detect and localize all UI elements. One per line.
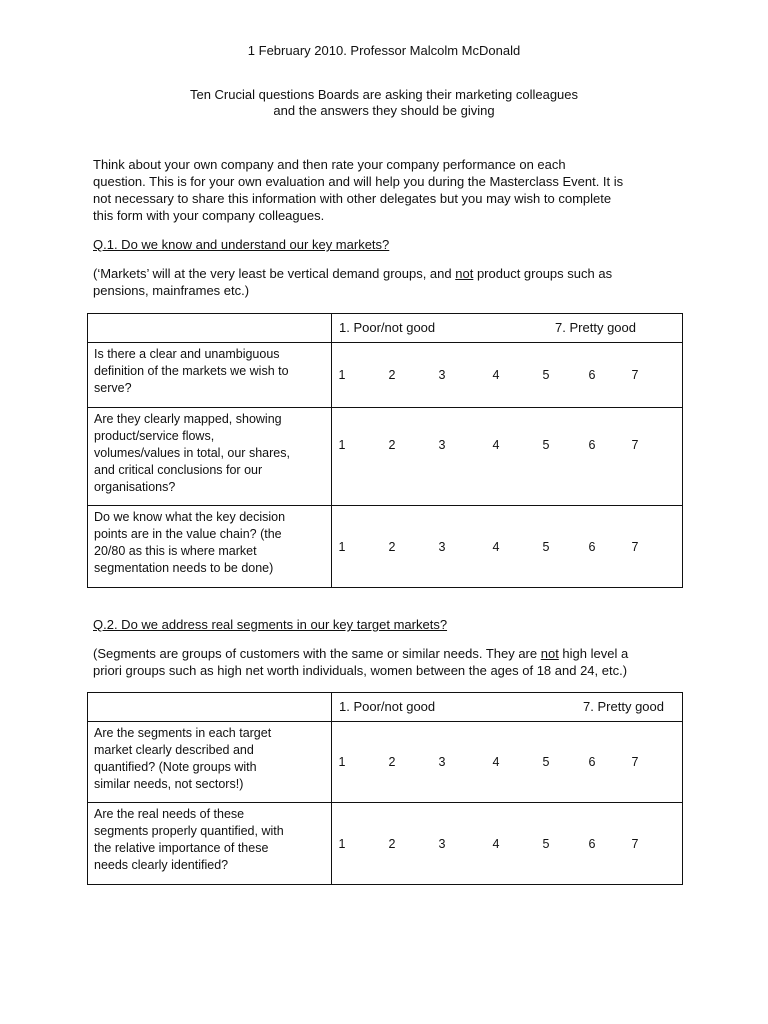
table-row <box>88 803 683 885</box>
rating-option-5[interactable]: 5 <box>542 438 550 452</box>
rating-option-7[interactable]: 7 <box>631 438 639 452</box>
q1-note-emphasis: not <box>455 266 474 281</box>
q2-note-text: (Segments are groups of customers with the same or similar needs. They are <box>93 646 541 661</box>
rating-option-6[interactable]: 6 <box>588 539 596 554</box>
rating-option-4[interactable]: 4 <box>492 836 500 851</box>
q2-note-text: high level a <box>558 646 629 661</box>
rating-option-7[interactable]: 7 <box>631 368 639 382</box>
question-text: serve? <box>94 381 132 395</box>
rating-option-5[interactable]: 5 <box>542 539 550 554</box>
rating-option-5[interactable]: 5 <box>542 836 550 851</box>
rating-option-4[interactable]: 4 <box>492 539 500 554</box>
table-header-row <box>88 314 683 343</box>
rating-option-6[interactable]: 6 <box>588 755 596 769</box>
header-empty-cell <box>88 314 332 343</box>
question-text: Is there a clear and unambiguous <box>94 347 280 361</box>
question-cell <box>88 722 332 803</box>
q1-note-text: (‘Markets’ will at the very least be vertical demand groups, and <box>93 266 456 281</box>
q2-title: Q.2. Do we address real segments in our key target markets? <box>93 617 448 632</box>
question-text: 20/80 as this is where market <box>94 544 257 558</box>
rating-option-3[interactable]: 3 <box>438 539 446 554</box>
question-text: points are in the value chain? (the <box>94 527 282 541</box>
question-text: Are the real needs of these <box>94 807 245 821</box>
question-text: Are they clearly mapped, showing <box>94 412 282 426</box>
question-text: similar needs, not sectors!) <box>94 777 244 791</box>
rating-option-6[interactable]: 6 <box>588 836 596 851</box>
rating-option-4[interactable]: 4 <box>492 368 500 382</box>
rating-option-7[interactable]: 7 <box>631 539 639 554</box>
intro-line: Think about your own company and then rate your company performance on each <box>93 157 566 172</box>
question-text: definition of the markets we wish to <box>94 364 289 378</box>
rating-option-2[interactable]: 2 <box>388 755 396 769</box>
rating-cell <box>332 343 683 408</box>
rating-option-2[interactable]: 2 <box>388 539 396 554</box>
rating-option-3[interactable]: 3 <box>438 438 446 452</box>
rating-option-1[interactable]: 1 <box>338 368 346 382</box>
question-cell <box>88 343 332 408</box>
rating-option-1[interactable]: 1 <box>338 836 346 851</box>
scale-low-label: 1. Poor/not good <box>339 699 436 714</box>
rating-option-4[interactable]: 4 <box>492 755 500 769</box>
question-text: market clearly described and <box>94 743 254 757</box>
rating-cell <box>332 506 683 588</box>
q2-rating-table <box>87 692 683 885</box>
rating-option-2[interactable]: 2 <box>388 438 396 452</box>
question-text: segmentation needs to be done) <box>94 561 274 575</box>
question-cell <box>88 408 332 506</box>
table-row <box>88 408 683 506</box>
q1-note-line-1 <box>93 265 693 282</box>
q1-note <box>93 265 693 299</box>
table-row <box>88 506 683 588</box>
question-text: quantified? (Note groups with <box>94 760 257 774</box>
scale-low-label: 1. Poor/not good <box>339 320 436 335</box>
q2-note <box>93 645 693 679</box>
rating-option-6[interactable]: 6 <box>588 438 596 452</box>
rating-option-5[interactable]: 5 <box>542 755 550 769</box>
table-row <box>88 722 683 803</box>
question-text: Are the segments in each target <box>94 726 272 740</box>
rating-option-1[interactable]: 1 <box>338 438 346 452</box>
header-empty-cell <box>88 693 332 722</box>
scale-high-label: 7. Pretty good <box>583 699 664 714</box>
rating-option-1[interactable]: 1 <box>338 539 346 554</box>
rating-cell <box>332 722 683 803</box>
rating-cell <box>332 803 683 885</box>
q2-note-line-2: priori groups such as high net worth individuals, women between the ages of 18 and 24, etc.) <box>93 663 628 678</box>
rating-option-3[interactable]: 3 <box>438 755 446 769</box>
document-title-line-1: Ten Crucial questions Boards are asking their marketing colleagues <box>189 87 579 102</box>
q1-note-line-2: pensions, mainframes etc.) <box>93 283 250 298</box>
question-text: the relative importance of these <box>94 841 269 855</box>
question-text: product/service flows, <box>94 429 215 443</box>
intro-paragraph <box>93 156 693 224</box>
intro-line: question. This is for your own evaluation and will help you during the Masterclass Event. It is <box>93 174 624 189</box>
table-row <box>88 343 683 408</box>
question-text: organisations? <box>94 480 176 494</box>
table-header-row <box>88 693 683 722</box>
q1-rating-table <box>87 313 683 588</box>
rating-option-7[interactable]: 7 <box>631 836 639 851</box>
q1-title: Q.1. Do we know and understand our key markets? <box>93 237 390 252</box>
rating-option-3[interactable]: 3 <box>438 836 446 851</box>
question-text: volumes/values in total, our shares, <box>94 446 290 460</box>
question-cell <box>88 803 332 885</box>
rating-option-5[interactable]: 5 <box>542 368 550 382</box>
scale-high-label: 7. Pretty good <box>555 320 636 335</box>
question-text: segments properly quantified, with <box>94 824 284 838</box>
rating-option-1[interactable]: 1 <box>338 755 346 769</box>
rating-option-4[interactable]: 4 <box>492 438 500 452</box>
q1-note-text: product groups such as <box>473 266 613 281</box>
question-text: needs clearly identified? <box>94 858 229 872</box>
scale-header-cell <box>332 693 683 722</box>
intro-line: not necessary to share this information with other delegates but you may wish to complete <box>93 191 612 206</box>
q2-note-line-1 <box>93 645 693 662</box>
date-author-line: 1 February 2010. Professor Malcolm McDonald <box>247 43 521 58</box>
q2-note-emphasis: not <box>540 646 559 661</box>
intro-line: this form with your company colleagues. <box>93 208 325 223</box>
rating-option-2[interactable]: 2 <box>388 836 396 851</box>
rating-option-2[interactable]: 2 <box>388 368 396 382</box>
question-cell <box>88 506 332 588</box>
document-title-line-2: and the answers they should be giving <box>273 103 495 118</box>
question-text: and critical conclusions for our <box>94 463 263 477</box>
rating-option-3[interactable]: 3 <box>438 368 446 382</box>
rating-cell <box>332 408 683 506</box>
scale-header-cell <box>332 314 683 343</box>
question-text: Do we know what the key decision <box>94 510 286 524</box>
rating-option-7[interactable]: 7 <box>631 755 639 769</box>
rating-option-6[interactable]: 6 <box>588 368 596 382</box>
